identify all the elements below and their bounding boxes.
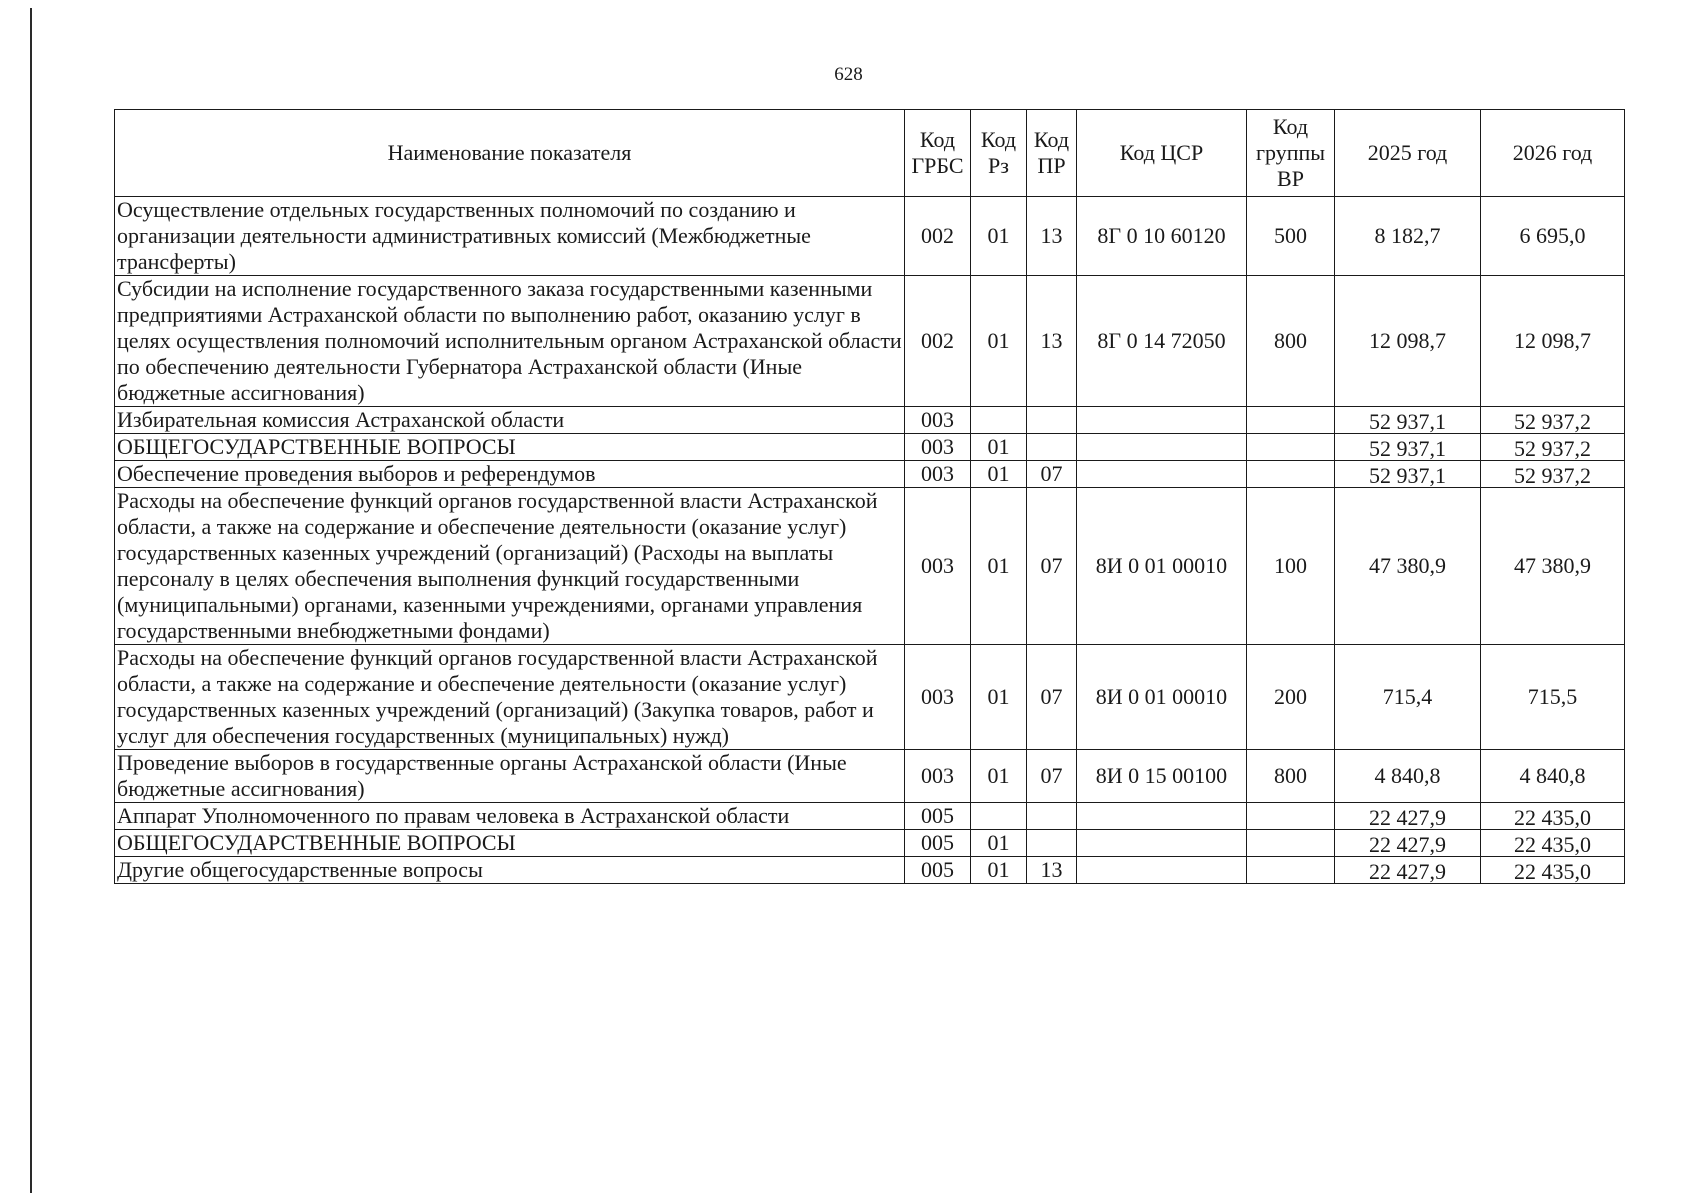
cell-2025: 47 380,9 (1335, 488, 1481, 645)
table-row (115, 750, 1625, 803)
cell-grbs: 003 (905, 407, 971, 434)
cell-pr: 13 (1027, 857, 1077, 884)
header-2025: 2025 год (1335, 110, 1481, 197)
header-2026: 2026 год (1481, 110, 1625, 197)
table-body (115, 197, 1625, 884)
cell-2026: 52 937,2 (1481, 461, 1625, 488)
cell-csr: 8Г 0 10 60120 (1077, 197, 1247, 276)
cell-name: Избирательная комиссия Астраханской области (115, 407, 905, 434)
header-rz: Код Рз (971, 110, 1027, 197)
header-csr: Код ЦСР (1077, 110, 1247, 197)
cell-name: Проведение выборов в государственные органы Астраханской области (Иные бюджетные ассигнования) (115, 750, 905, 803)
cell-grbs: 002 (905, 197, 971, 276)
cell-grbs: 003 (905, 750, 971, 803)
cell-2025: 52 937,1 (1335, 461, 1481, 488)
budget-table (114, 109, 1625, 884)
cell-pr: 07 (1027, 750, 1077, 803)
cell-2026: 47 380,9 (1481, 488, 1625, 645)
cell-pr: 13 (1027, 276, 1077, 407)
table-row (115, 434, 1625, 461)
cell-rz: 01 (971, 750, 1027, 803)
table-row (115, 803, 1625, 830)
cell-vr (1247, 803, 1335, 830)
cell-vr: 800 (1247, 276, 1335, 407)
cell-2025: 22 427,9 (1335, 830, 1481, 857)
cell-csr (1077, 434, 1247, 461)
cell-csr (1077, 830, 1247, 857)
table-row (115, 407, 1625, 434)
header-grbs: Код ГРБС (905, 110, 971, 197)
cell-pr (1027, 803, 1077, 830)
cell-name: Субсидии на исполнение государственного заказа государственными казенными предприятиями Астраханской области по выполнению работ, оказанию услуг в целях осуществления полномочий исполнительным органом Астраханской области по обеспечению деятельности Губернатора Астраханской области (Иные бюджетные ассигнования) (115, 276, 905, 407)
cell-csr (1077, 857, 1247, 884)
cell-rz: 01 (971, 276, 1027, 407)
cell-pr: 07 (1027, 488, 1077, 645)
cell-csr: 8Г 0 14 72050 (1077, 276, 1247, 407)
header-pr: Код ПР (1027, 110, 1077, 197)
cell-pr (1027, 407, 1077, 434)
cell-2025: 52 937,1 (1335, 407, 1481, 434)
cell-name: Другие общегосударственные вопросы (115, 857, 905, 884)
cell-csr: 8И 0 01 00010 (1077, 645, 1247, 750)
cell-name: Расходы на обеспечение функций органов государственной власти Астраханской области, а также на содержание и обеспечение деятельности (оказание услуг) государственных казенных учреждений (организаций) (Закупка товаров, работ и услуг для обеспечения государственных (муниципальных) нужд) (115, 645, 905, 750)
cell-2025: 4 840,8 (1335, 750, 1481, 803)
cell-vr: 200 (1247, 645, 1335, 750)
cell-2026: 52 937,2 (1481, 434, 1625, 461)
cell-rz: 01 (971, 830, 1027, 857)
cell-name: Расходы на обеспечение функций органов государственной власти Астраханской области, а также на содержание и обеспечение деятельности (оказание услуг) государственных казенных учреждений (организаций) (Расходы на выплаты персоналу в целях обеспечения выполнения функций государственными (муниципальными) органами, казенными учреждениями, органами управления государственными внебюджетными фондами) (115, 488, 905, 645)
cell-pr: 13 (1027, 197, 1077, 276)
cell-rz: 01 (971, 488, 1027, 645)
cell-2025: 8 182,7 (1335, 197, 1481, 276)
header-vr: Код группы ВР (1247, 110, 1335, 197)
cell-rz (971, 803, 1027, 830)
cell-vr (1247, 461, 1335, 488)
cell-name: Обеспечение проведения выборов и референдумов (115, 461, 905, 488)
cell-name: ОБЩЕГОСУДАРСТВЕННЫЕ ВОПРОСЫ (115, 830, 905, 857)
cell-grbs: 003 (905, 488, 971, 645)
page-number: 628 (834, 64, 863, 85)
cell-grbs: 005 (905, 803, 971, 830)
cell-grbs: 003 (905, 434, 971, 461)
cell-name: Осуществление отдельных государственных полномочий по созданию и организации деятельности административных комиссий (Межбюджетные трансферты) (115, 197, 905, 276)
table-row (115, 857, 1625, 884)
table-row (115, 830, 1625, 857)
cell-vr (1247, 857, 1335, 884)
cell-pr (1027, 434, 1077, 461)
cell-2025: 22 427,9 (1335, 803, 1481, 830)
table-row (115, 645, 1625, 750)
cell-csr: 8И 0 15 00100 (1077, 750, 1247, 803)
cell-2026: 715,5 (1481, 645, 1625, 750)
cell-grbs: 003 (905, 461, 971, 488)
cell-rz: 01 (971, 857, 1027, 884)
cell-2026: 22 435,0 (1481, 803, 1625, 830)
cell-name: ОБЩЕГОСУДАРСТВЕННЫЕ ВОПРОСЫ (115, 434, 905, 461)
cell-2026: 52 937,2 (1481, 407, 1625, 434)
cell-2026: 22 435,0 (1481, 830, 1625, 857)
cell-csr (1077, 803, 1247, 830)
cell-vr: 500 (1247, 197, 1335, 276)
cell-pr: 07 (1027, 461, 1077, 488)
cell-name: Аппарат Уполномоченного по правам человека в Астраханской области (115, 803, 905, 830)
cell-grbs: 005 (905, 830, 971, 857)
cell-2026: 4 840,8 (1481, 750, 1625, 803)
cell-csr (1077, 407, 1247, 434)
cell-rz: 01 (971, 197, 1027, 276)
cell-rz (971, 407, 1027, 434)
cell-2025: 52 937,1 (1335, 434, 1481, 461)
cell-grbs: 003 (905, 645, 971, 750)
cell-vr (1247, 434, 1335, 461)
cell-grbs: 005 (905, 857, 971, 884)
cell-2025: 715,4 (1335, 645, 1481, 750)
cell-pr: 07 (1027, 645, 1077, 750)
cell-rz: 01 (971, 645, 1027, 750)
table-header-row (115, 110, 1625, 197)
cell-vr (1247, 407, 1335, 434)
page-margin-line (30, 8, 32, 1193)
cell-pr (1027, 830, 1077, 857)
header-name: Наименование показателя (115, 110, 905, 197)
table-row (115, 197, 1625, 276)
table-row (115, 488, 1625, 645)
cell-rz: 01 (971, 461, 1027, 488)
cell-rz: 01 (971, 434, 1027, 461)
cell-vr: 800 (1247, 750, 1335, 803)
cell-vr (1247, 830, 1335, 857)
cell-grbs: 002 (905, 276, 971, 407)
cell-2025: 12 098,7 (1335, 276, 1481, 407)
cell-2026: 12 098,7 (1481, 276, 1625, 407)
cell-vr: 100 (1247, 488, 1335, 645)
table-row (115, 461, 1625, 488)
cell-csr (1077, 461, 1247, 488)
cell-csr: 8И 0 01 00010 (1077, 488, 1247, 645)
cell-2026: 6 695,0 (1481, 197, 1625, 276)
cell-2026: 22 435,0 (1481, 857, 1625, 884)
cell-2025: 22 427,9 (1335, 857, 1481, 884)
table-row (115, 276, 1625, 407)
